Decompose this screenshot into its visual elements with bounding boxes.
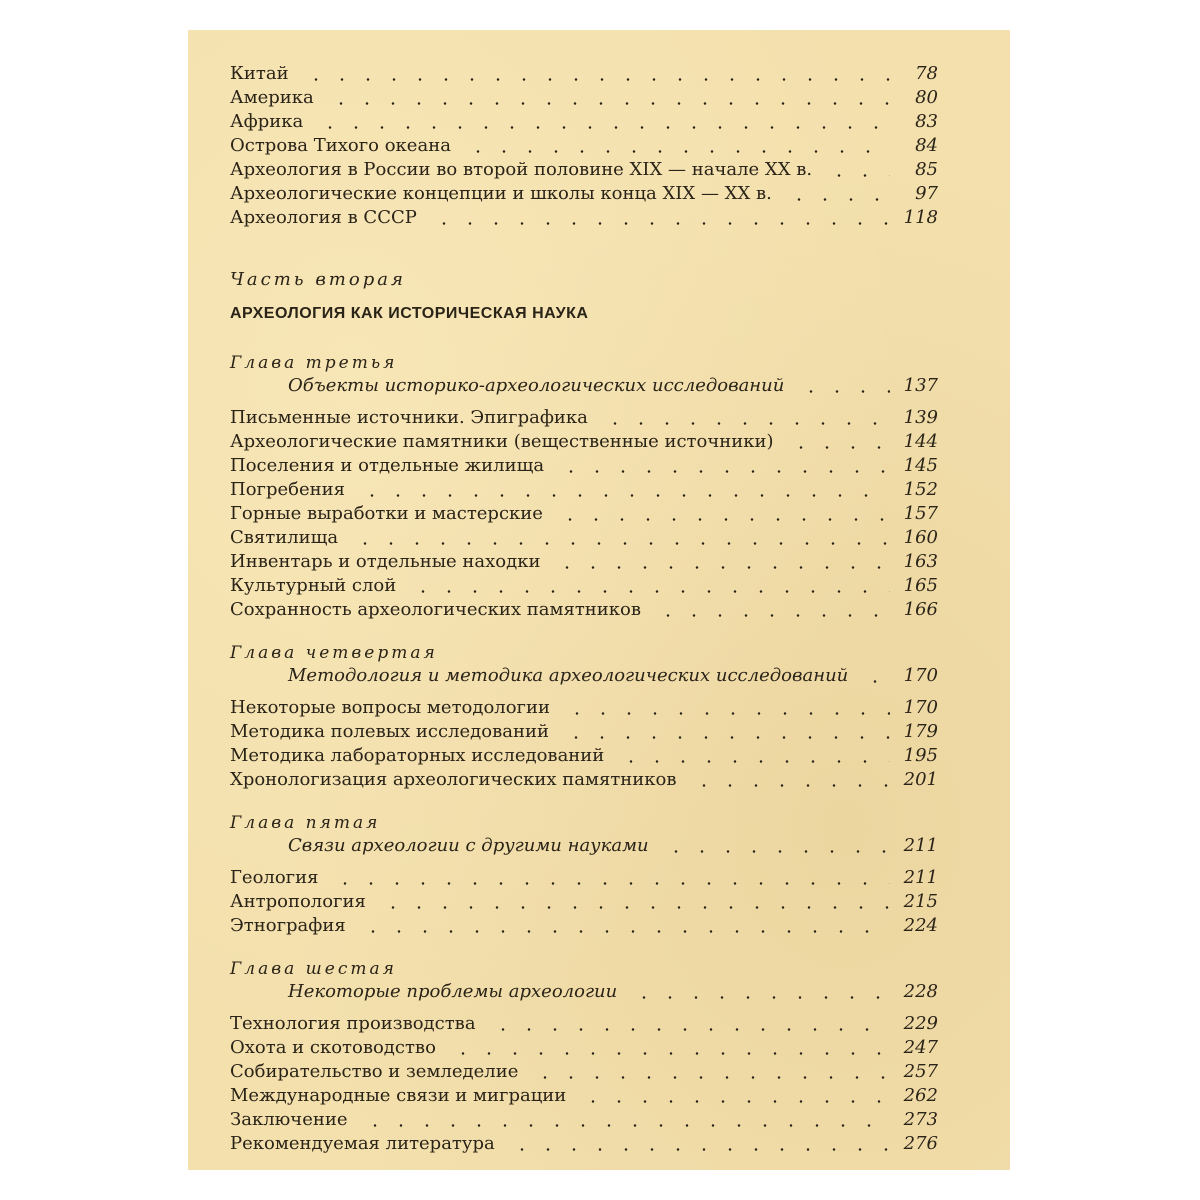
toc-entry-page: 229 [903,1013,938,1034]
toc-entry-title: Письменные источники. Эпиграфика [230,407,588,428]
toc-entry-page: 80 [915,87,938,108]
dot-leader [484,1028,890,1031]
chapter-heading [230,374,938,398]
dot-leader [551,518,890,521]
dot-leader [574,1100,890,1103]
toc-entry-title: Некоторые вопросы методологии [230,697,550,718]
chapter-heading-title: Объекты историко-археологических исследований [288,375,785,396]
dot-leader [404,590,890,593]
toc-entry-title: Святилища [230,527,339,548]
toc-entry [230,744,938,768]
toc-entry [230,158,938,182]
toc-entry-page: 139 [903,407,938,428]
toc-entry [230,430,938,454]
toc-entry-page: 224 [903,915,938,936]
toc-entry-page: 83 [915,111,938,132]
dot-leader [780,198,890,201]
toc-entry-title: Этнография [230,915,346,936]
dot-leader [548,566,890,569]
toc-entry [230,574,938,598]
chapter-heading [230,664,938,688]
toc-entry [230,598,938,622]
dot-leader [353,494,890,497]
toc-entry-title: Рекомендуемая литература [230,1133,495,1154]
toc-entry-title: Геология [230,867,319,888]
toc-entry-page: 165 [903,575,938,596]
chapter-heading-page: 228 [903,981,938,1002]
dot-leader [625,996,890,999]
dot-leader [792,390,890,393]
dot-leader [311,126,890,129]
toc-entry-page: 276 [903,1133,938,1154]
toc-entry-title: Собирательство и земледелие [230,1061,519,1082]
toc-entry-title: Хронологизация археологических памятников [230,769,677,790]
toc-entry [230,454,938,478]
toc-entry-page: 247 [903,1037,938,1058]
toc-entry [230,134,938,158]
chapter-heading-title: Методология и методика археологических исследований [288,665,849,686]
toc-entry [230,890,938,914]
dot-leader [685,784,890,787]
chapter-label: Глава пятая [230,813,381,833]
dot-leader [552,470,890,473]
toc-entry-title: Китай [230,63,289,84]
toc-entry [230,526,938,550]
dot-leader [297,78,890,81]
toc-entry-page: 157 [903,503,938,524]
toc-entry-page: 97 [915,183,938,204]
dot-leader [354,930,890,933]
dot-leader [346,542,890,545]
toc-entry-title: Америка [230,87,314,108]
dot-leader [649,614,890,617]
chapter-heading-page: 137 [903,375,938,396]
toc-entry-title: Африка [230,111,304,132]
toc-entry-title: Инвентарь и отдельные находки [230,551,541,572]
dot-leader [558,712,890,715]
chapter-heading [230,834,938,858]
toc-entry-page: 78 [915,63,938,84]
toc-entry-page: 118 [903,207,938,228]
toc-entry [230,550,938,574]
toc-entry [230,1132,938,1156]
part-title: АРХЕОЛОГИЯ КАК ИСТОРИЧЕСКАЯ НАУКА [230,305,589,322]
toc-entry-page: 145 [903,455,938,476]
toc-entry-title: Антропология [230,891,366,912]
dot-leader [820,174,890,177]
dot-leader [856,680,890,683]
toc-entry-page: 273 [903,1109,938,1130]
toc-entry-page: 179 [903,721,938,742]
toc-entry [230,206,938,230]
chapter-heading-title: Некоторые проблемы археологии [288,981,618,1002]
toc-entry-page: 166 [903,599,938,620]
toc-entry-page: 160 [903,527,938,548]
toc-entry-title: Методика полевых исследований [230,721,549,742]
toc-entry-page: 201 [903,769,938,790]
toc-entry [230,914,938,938]
toc-entry [230,1012,938,1036]
dot-leader [557,736,890,739]
toc-entry-title: Археологические памятники (вещественные источники) [230,431,774,452]
dot-leader [356,1124,890,1127]
toc-entry [230,720,938,744]
toc-entry [230,696,938,720]
dot-leader [657,850,890,853]
toc-entry-title: Археология в России во второй половине XIX — начале XX в. [230,159,813,180]
toc-entry [230,866,938,890]
chapter-label: Глава третья [230,353,398,373]
toc-entry-title: Охота и скотоводство [230,1037,436,1058]
toc-entry [230,1108,938,1132]
toc-entry-page: 163 [903,551,938,572]
chapter-heading [230,980,938,1004]
chapter-label: Глава четвертая [230,643,438,663]
toc-entry-page: 152 [903,479,938,500]
toc-entry-title: Поселения и отдельные жилища [230,455,545,476]
toc-entry-page: 84 [915,135,938,156]
toc-entry-title: Заключение [230,1109,348,1130]
chapter-section [230,642,938,792]
dot-leader [425,222,890,225]
chapter-heading-page: 170 [903,665,938,686]
toc-entry-title: Горные выработки и мастерские [230,503,543,524]
toc-entry-title: Острова Тихого океана [230,135,451,156]
dot-leader [459,150,890,153]
toc-entry-page: 85 [915,159,938,180]
toc-entry-title: Сохранность археологических памятников [230,599,642,620]
chapter-section [230,958,938,1156]
toc-entry [230,406,938,430]
dot-leader [322,102,890,105]
toc-entry-page: 257 [903,1061,938,1082]
toc-entry-page: 195 [903,745,938,766]
toc-entry [230,182,938,206]
toc-entry-page: 215 [903,891,938,912]
chapter-heading-page: 211 [903,835,938,856]
dot-leader [596,422,890,425]
toc-entry-title: Археологические концепции и школы конца XIX — XX в. [230,183,772,204]
toc-entry-page: 211 [903,867,938,888]
dot-leader [444,1052,890,1055]
chapter-section [230,352,938,622]
table-of-contents [230,62,938,1156]
toc-entry [230,478,938,502]
toc-entry [230,768,938,792]
toc-entry-title: Технология производства [230,1013,476,1034]
dot-leader [503,1148,890,1151]
dot-leader [326,882,890,885]
toc-entry-title: Археология в СССР [230,207,417,228]
toc-entry-page: 170 [903,697,938,718]
chapter-label: Глава шестая [230,959,397,979]
dot-leader [526,1076,890,1079]
toc-entry [230,1084,938,1108]
part-one-tail-list [230,62,938,230]
toc-entry-title: Погребения [230,479,345,500]
dot-leader [782,446,890,449]
toc-entry [230,1036,938,1060]
toc-entry [230,110,938,134]
dot-leader [374,906,890,909]
part-label: Часть вторая [230,269,406,290]
dot-leader [612,760,890,763]
toc-entry [230,502,938,526]
toc-entry-title: Культурный слой [230,575,397,596]
chapter-heading-title: Связи археологии с другими науками [288,835,649,856]
toc-entry [230,1060,938,1084]
toc-entry [230,62,938,86]
toc-entry-title: Международные связи и миграции [230,1085,567,1106]
toc-entry-page: 144 [903,431,938,452]
toc-entry [230,86,938,110]
toc-entry-title: Методика лабораторных исследований [230,745,605,766]
toc-entry-page: 262 [903,1085,938,1106]
chapter-section [230,812,938,938]
